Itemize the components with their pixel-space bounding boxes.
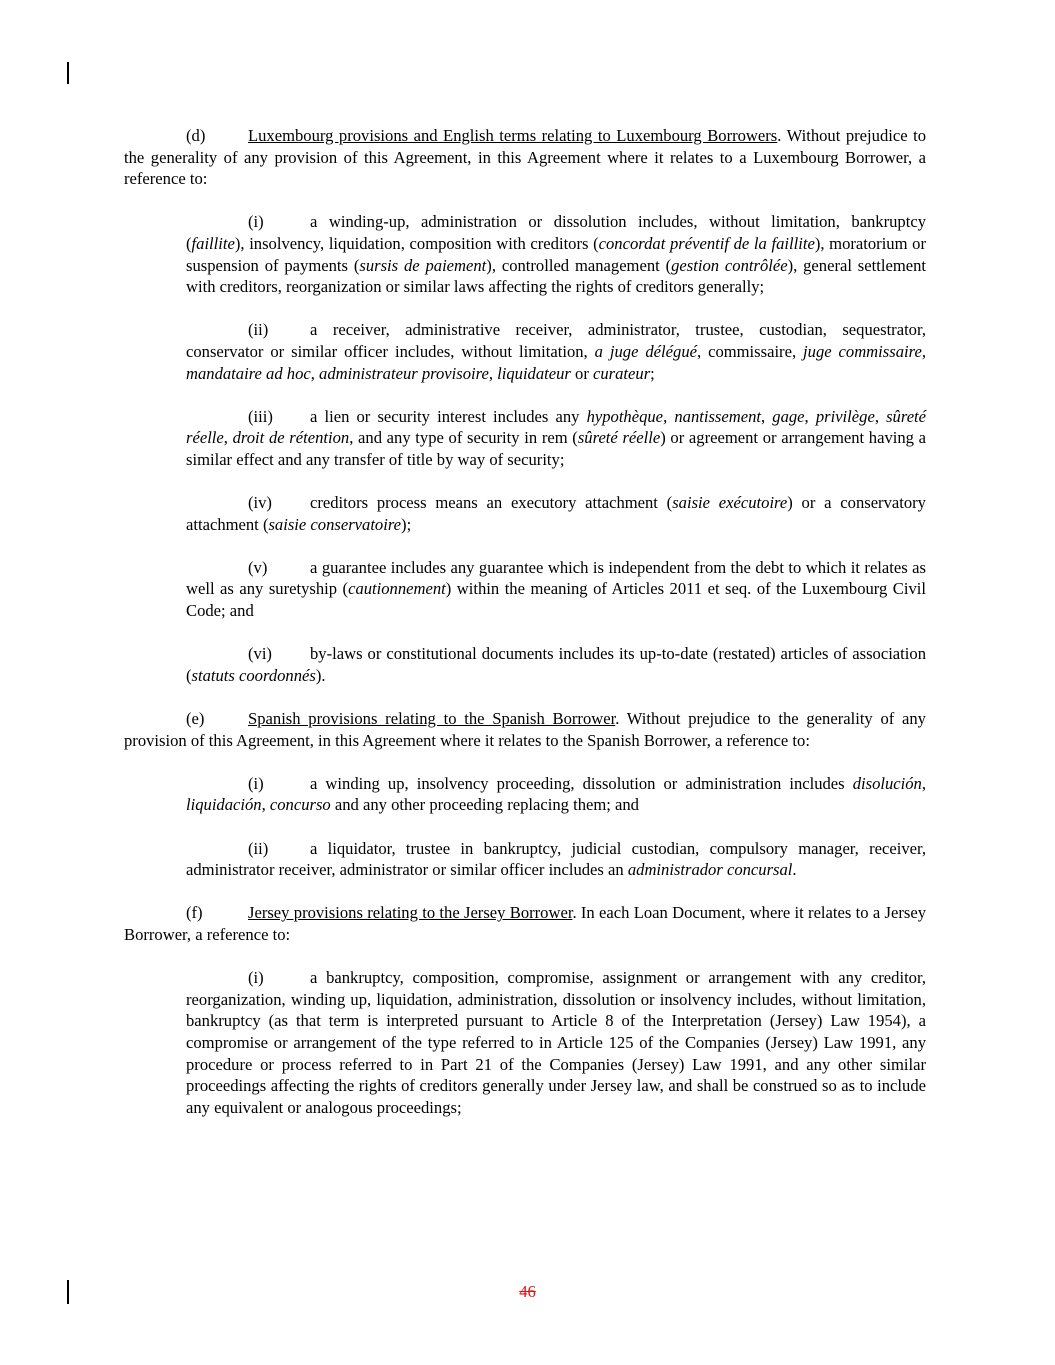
section-e-number: (e) (186, 709, 205, 729)
section-d-item: (ii) a receiver, administrative receiver, administrator, trustee, custodian, sequestrator, conservator or similar officer includes, without limitation, a juge délégué, commissaire, juge commissaire, mandataire ad hoc, administrateur provisoire, liquidateur or curateur; (186, 320, 926, 383)
section-e-paragraph (124, 708, 926, 751)
section-d-number: (d) (186, 126, 206, 145)
item-number: (iv) (248, 493, 272, 513)
section-f-item: (i) a bankruptcy, composition, compromise, assignment or arrangement with any creditor, reorganization, winding up, liquidation, administration, dissolution or insolvency includes, without limitation, bankruptcy (as that term is interpreted pursuant to Article 8 of the Interpretation (Jersey) Law 1954), a compromise or arrangement of the type referred to in Article 125 of the Companies (Jersey) Law 1991, any procedure or process referred to in Part 21 of the Companies (Jersey) Law 1991, and any other similar proceedings affecting the rights of creditors generally under Jersey law, and shall be construed so as to include any equivalent or analogous proceedings; (186, 968, 926, 1117)
document-body (124, 125, 926, 1140)
section-d-item: (i) a winding-up, administration or dissolution includes, without limitation, bankruptcy (faillite), insolvency, liquidation, composition with creditors (concordat préventif de la faillite), moratorium or suspension of payments (sursis de paiement), controlled management (gestion contrôlée), general settlement with creditors, reorganization or similar laws affecting the rights of creditors generally; (186, 212, 927, 297)
item-number: (i) (248, 968, 264, 988)
section-e-text: . Without prejudice to the generality of any provision of this Agreement, in this Agreement where it relates to the Spanish Borrower, a reference to: (124, 709, 926, 750)
section-d-text: . Without prejudice to the generality of any provision of this Agreement, in this Agreement where it relates to a Luxembourg Borrower, a reference to: (124, 126, 926, 189)
section-d-item: (v) a guarantee includes any guarantee which is independent from the debt to which it relates as well as any suretyship (cautionnement) within the meaning of Articles 2011 et seq. of the Luxembourg Civil Code; and (186, 557, 926, 621)
section-f-text: . In each Loan Document, where it relates to a Jersey Borrower, a reference to: (124, 903, 926, 944)
section-d-item: (vi) by-laws or constitutional documents includes its up-to-date (restated) articles of association (statuts coordonnés). (186, 644, 926, 685)
section-d-heading: Luxembourg provisions and English terms relating to Luxembourg Borrowers (248, 126, 778, 145)
section-e-heading: Spanish provisions relating to the Spanish Borrower (248, 709, 616, 729)
section-f-paragraph (124, 902, 926, 945)
item-number: (vi) (248, 644, 272, 664)
section-d-paragraph (124, 125, 926, 190)
section-d-item: (iii) a lien or security interest includes any hypothèque, nantissement, gage, privilège, sûreté réelle, droit de rétention, and any type of security in rem (sûreté réelle) or agreement or arrangement having a similar effect and any transfer of title by way of security; (186, 406, 927, 469)
section-e-item: (ii) a liquidator, trustee in bankruptcy, judicial custodian, compulsory manager, receiver, administrator receiver, administrator or similar officer includes an administrador concursal. (186, 838, 926, 880)
section-e-item: (i) a winding up, insolvency proceeding, dissolution or administration includes disolución, liquidación, concurso and any other proceeding replacing them; and (186, 773, 926, 815)
item-number: (v) (248, 557, 268, 577)
item-number: (i) (248, 773, 264, 793)
item-number: (ii) (248, 838, 269, 858)
section-d-item: (iv) creditors process means an executory attachment (saisie exécutoire) or a conservatory attachment (saisie conservatoire); (186, 493, 926, 534)
item-number: (ii) (248, 320, 269, 340)
item-number: (iii) (248, 406, 273, 426)
section-f-number: (f) (186, 903, 203, 923)
page-number: 46 (519, 1282, 536, 1301)
change-bar-top (67, 62, 69, 84)
section-f-heading: Jersey provisions relating to the Jersey Borrower (248, 903, 573, 923)
item-number: (i) (248, 212, 264, 232)
